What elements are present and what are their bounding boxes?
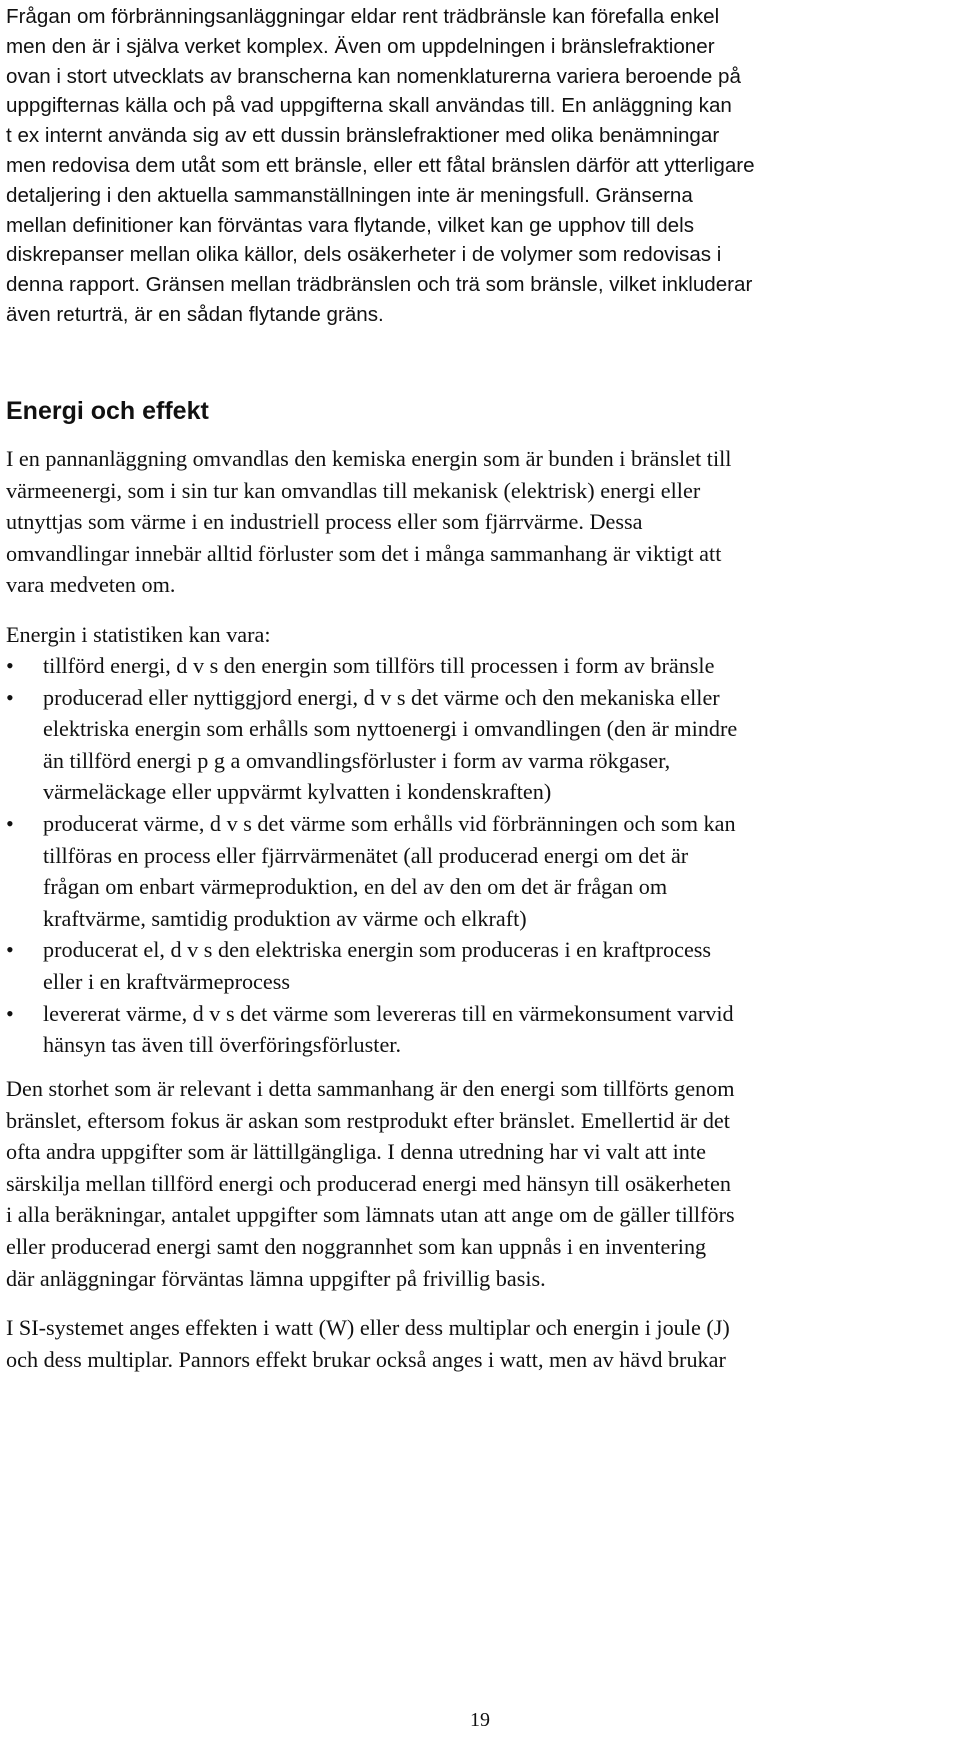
- list-item: [6, 808, 737, 934]
- section-paragraph-1: I en pannanläggning omvandlas den kemiska energin som är bunden i bränslet till värmeenergi, som i sin tur kan omvandlas till mekanisk (elektrisk) energi eller utnyttjas som värme i en industriell process eller som fjärrvärme. Dessa omvandlingar innebär alltid förluster som det i många sammanhang är viktigt att vara medveten om.: [6, 446, 732, 598]
- list-item-text: levererat värme, d v s det värme som levereras till en värmekonsument varvid hänsyn tas även till överföringsförluster.: [43, 1000, 734, 1058]
- bullet-icon: •: [6, 1000, 14, 1026]
- list-item: [6, 682, 737, 808]
- section-paragraph-2: Den storhet som är relevant i detta sammanhang är den energi som tillförts genom bränslet, eftersom fokus är askan som restprodukt efter bränslet. Emellertid är det ofta andra uppgifter som är lättillgängliga. I denna utredning har vi valt att inte särskilja mellan tillförd energi och producerad energi med hänsyn till osäkerheten i alla beräkningar, antalet uppgifter som lämnats utan att ange om de gäller tillförs eller producerad energi samt den noggrannhet som kan uppnås i en inventering där anläggningar förväntas lämna uppgifter på frivillig basis.: [6, 1076, 735, 1291]
- list-item-text: producerat el, d v s den elektriska energin som produceras i en kraftprocess eller i en kraftvärmeprocess: [43, 937, 712, 994]
- intro-paragraph: Frågan om förbränningsanläggningar eldar rent trädbränsle kan förefalla enkel men den är i själva verket komplex. Även om uppdelningen i bränslefraktioner ovan i stort utvecklats av branscherna kan nomenklaturerna variera beroende på uppgifternas källa och på vad uppgifterna skall användas till. En anläggning kan t ex internt använda sig av ett dussin bränslefraktioner med olika benämningar men redovisa dem utåt som ett bränsle, eller ett fåtal bränslen därför att ytterligare detaljering i den aktuella sammanställningen inte är meningsfull. Gränserna mellan definitioner kan förväntas vara flytande, vilket kan ge upphov till dels diskrepanser mellan olika källor, dels osäkerheter i de volymer som redovisas i denna rapport. Gränsen mellan trädbränslen och trä som bränsle, vilket inkluderar även returträ, är en sådan flytande gräns.: [6, 5, 755, 326]
- list-item-text: producerad eller nyttiggjord energi, d v s det värme och den mekaniska eller elektriska energin som erhålls som nyttoenergi i omvandlingen (den är mindre än tillförd energi p g a omvandlingsförluster i form av varma rökgaser, värmeläckage eller uppvärmt kylvatten i kondenskraften): [43, 684, 738, 805]
- list-intro: Energin i statistiken kan vara:: [6, 622, 271, 647]
- list-item: [6, 998, 737, 1061]
- bullet-icon: •: [6, 810, 14, 836]
- bullet-icon: •: [6, 684, 14, 710]
- bullet-icon: •: [6, 653, 14, 678]
- page-number: 19: [470, 1709, 490, 1731]
- list-item: [6, 650, 737, 682]
- list-item: [6, 934, 737, 997]
- energy-types-list: [6, 650, 737, 1061]
- bullet-icon: •: [6, 937, 14, 963]
- section-paragraph-3: I SI-systemet anges effekten i watt (W) eller dess multiplar och energin i joule (J) och dess multiplar. Pannors effekt brukar också anges i watt, men av hävd brukar: [6, 1315, 730, 1372]
- section-heading: Energi och effekt: [6, 397, 209, 425]
- list-item-text: tillförd energi, d v s den energin som tillförs till processen i form av bränsle: [43, 653, 715, 678]
- list-item-text: producerat värme, d v s det värme som erhålls vid förbränningen och som kan tillföras en process eller fjärrvärmenätet (all producerad energi om det är frågan om enbart värmeproduktion, en del av den om det är frågan om kraftvärme, samtidig produktion av värme och elkraft): [43, 810, 736, 931]
